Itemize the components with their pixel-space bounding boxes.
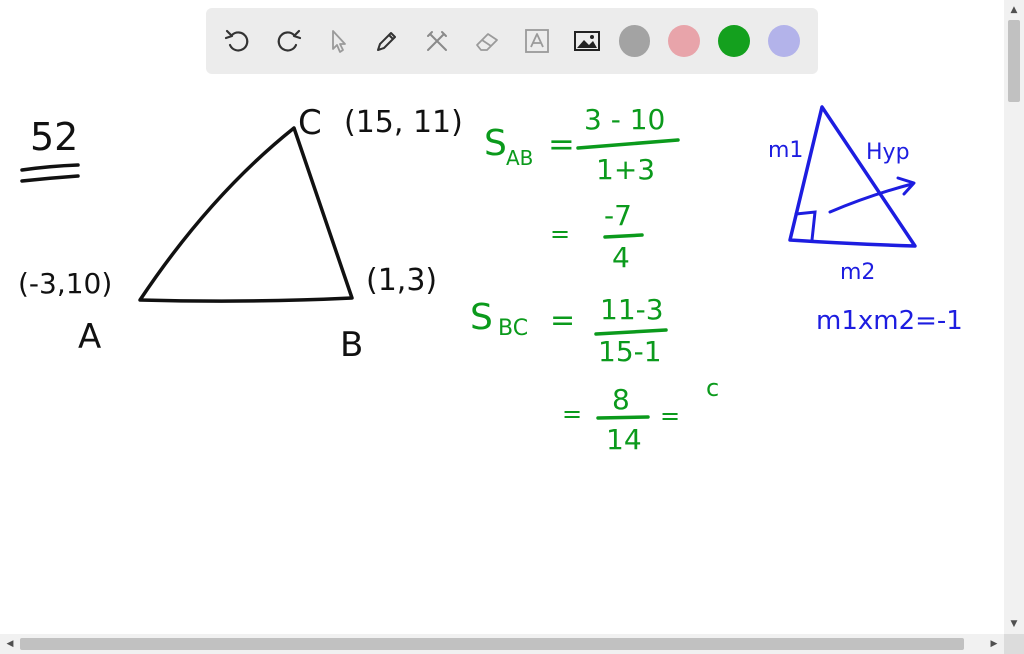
scroll-up-arrow-icon[interactable]: ▲ <box>1010 5 1018 15</box>
triangle-abc <box>140 128 352 301</box>
scroll-down-arrow-icon[interactable]: ▼ <box>1010 619 1018 629</box>
m2-label: m2 <box>840 260 876 285</box>
undo-button[interactable] <box>220 23 256 59</box>
vertex-b-coords: (1,3) <box>366 263 438 298</box>
step4-equals: = <box>562 400 583 428</box>
vertex-b-label: B <box>340 325 364 365</box>
pencil-icon <box>372 26 402 56</box>
underline-stroke <box>22 165 78 181</box>
tools-button[interactable] <box>419 23 455 59</box>
slope-ab-denominator: 1+3 <box>596 153 656 186</box>
horizontal-scroll-thumb[interactable] <box>20 638 964 650</box>
redo-icon <box>273 26 303 56</box>
eraser-button[interactable] <box>469 23 505 59</box>
text-button[interactable] <box>519 23 555 59</box>
fraction-bar-4 <box>598 417 648 418</box>
slope-bc-denominator: 15-1 <box>598 335 662 368</box>
text-box-icon <box>522 26 552 56</box>
color-swatch-lavender[interactable] <box>768 25 800 57</box>
slope-bc-subscript: BC <box>498 316 529 341</box>
right-triangle <box>790 107 915 246</box>
vertex-a-coords: (-3,10) <box>18 267 113 300</box>
step4-partial-stroke: c <box>706 374 720 402</box>
drawing-toolbar <box>206 8 818 74</box>
undo-icon <box>223 26 253 56</box>
scroll-left-arrow-icon[interactable]: ◀ <box>6 639 14 649</box>
slope-ab-subscript: AB <box>506 146 534 170</box>
step2-equals: = <box>550 220 571 248</box>
vertex-a-label: A <box>78 317 102 357</box>
scrollbar-corner <box>1004 634 1024 654</box>
color-swatch-pink[interactable] <box>668 25 700 57</box>
fraction-bar-2 <box>605 235 642 237</box>
image-button[interactable] <box>569 23 605 59</box>
color-swatch-green[interactable] <box>718 25 750 57</box>
horizontal-scrollbar[interactable] <box>0 634 1004 654</box>
select-button[interactable] <box>320 23 356 59</box>
vertical-scrollbar[interactable] <box>1004 0 1024 634</box>
step4-denominator: 14 <box>606 423 642 456</box>
tools-crossed-icon <box>422 26 452 56</box>
scroll-right-arrow-icon[interactable]: ▶ <box>990 639 998 649</box>
step2-denominator: 4 <box>612 241 630 274</box>
slope-bc-equals: = <box>550 303 576 338</box>
fraction-bar-3 <box>596 330 666 334</box>
slope-bc-symbol: S <box>470 297 493 338</box>
step4-tail-equals: = <box>660 402 681 430</box>
color-swatch-gray[interactable] <box>619 25 651 57</box>
problem-number: 52 <box>30 115 79 159</box>
slope-ab-equals: = <box>548 125 575 163</box>
image-icon <box>572 26 602 56</box>
right-angle-mark <box>796 212 815 240</box>
slope-ab-numerator: 3 - 10 <box>584 103 666 136</box>
eraser-icon <box>472 26 502 56</box>
fraction-bar-1 <box>578 140 678 148</box>
redo-button[interactable] <box>270 23 306 59</box>
vertical-scroll-thumb[interactable] <box>1008 20 1020 102</box>
perpendicular-product: m1xm2=-1 <box>816 306 963 336</box>
slope-bc-numerator: 11-3 <box>600 293 664 326</box>
m1-label: m1 <box>768 138 804 163</box>
vertex-c-coords: (15, 11) <box>344 105 463 140</box>
select-arrow-icon <box>323 26 353 56</box>
pencil-button[interactable] <box>369 23 405 59</box>
slope-ab-symbol: S <box>484 123 507 164</box>
step4-numerator: 8 <box>612 383 630 416</box>
vertex-c-label: C <box>298 103 322 143</box>
hyp-label: Hyp <box>866 140 910 165</box>
step2-numerator: -7 <box>604 199 632 232</box>
